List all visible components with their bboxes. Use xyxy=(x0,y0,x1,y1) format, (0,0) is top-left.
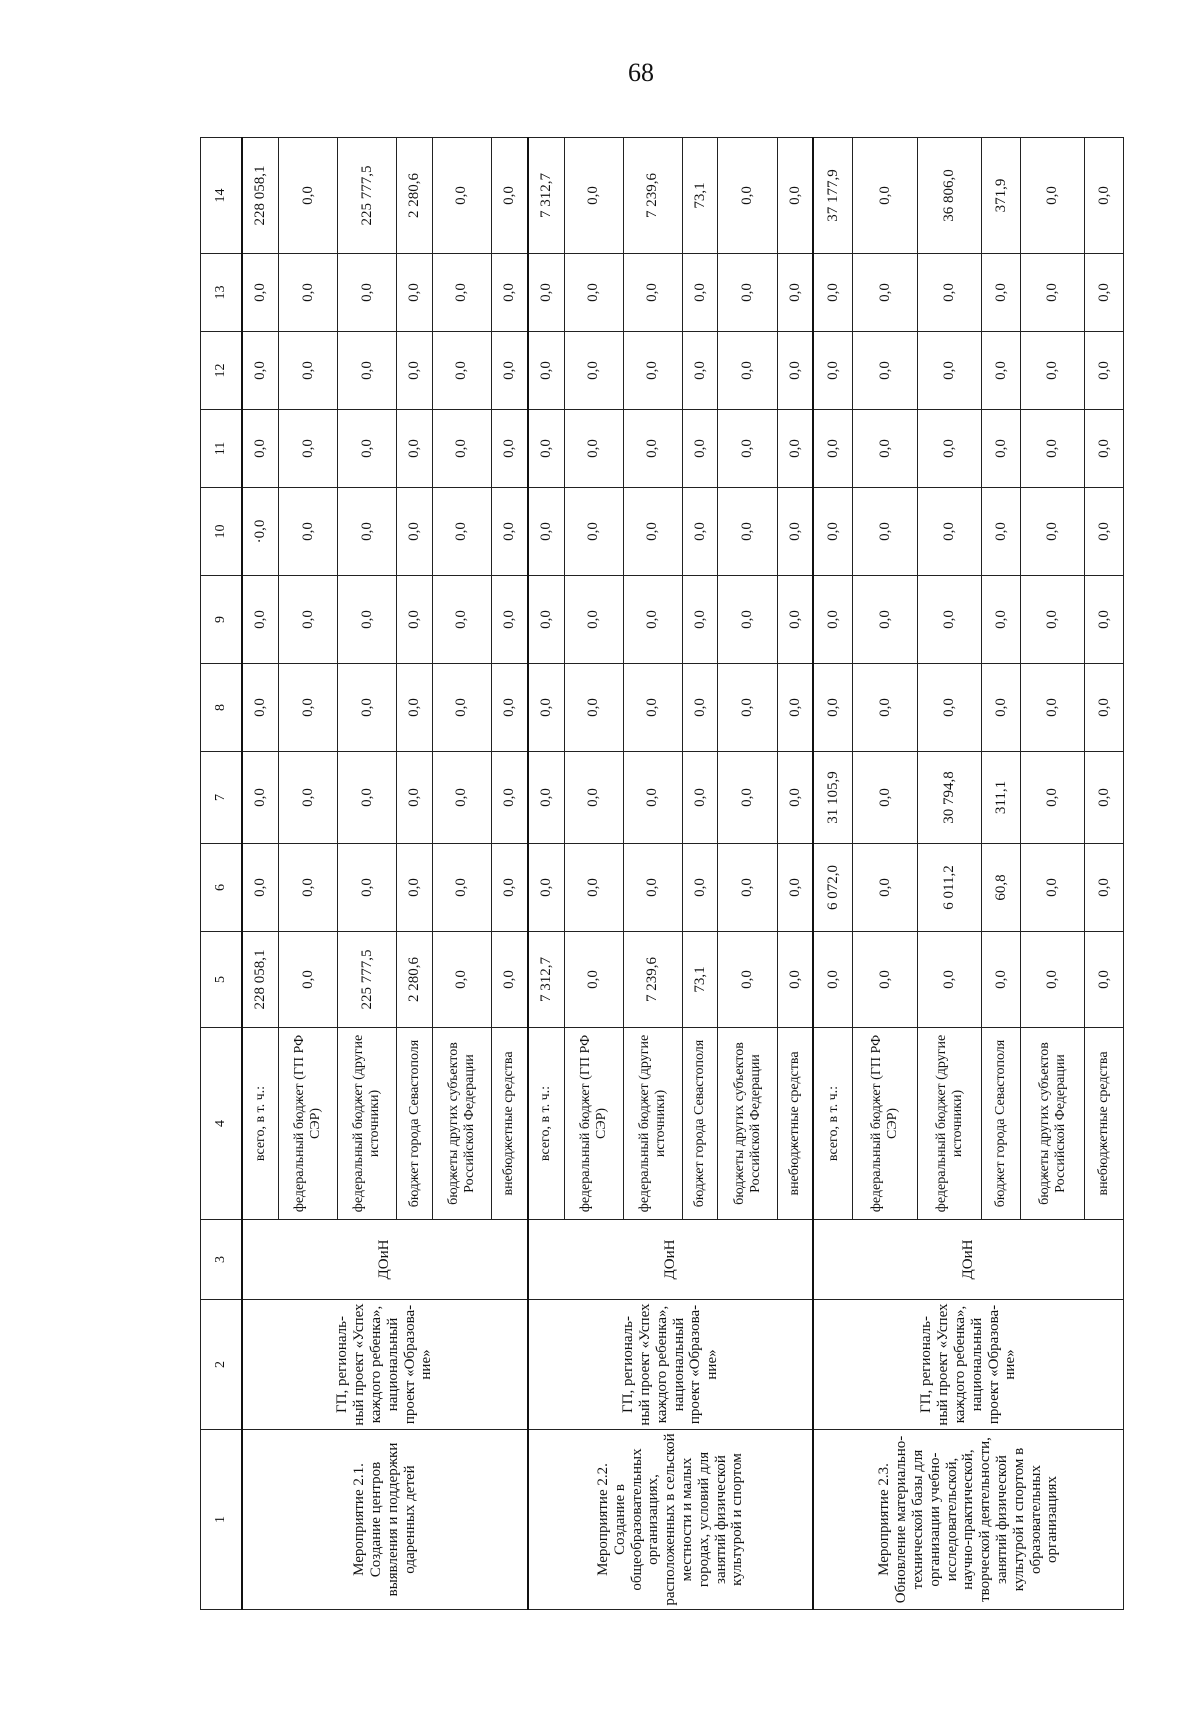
value-cell: 7 312,7 xyxy=(528,932,564,1028)
col-number: 6 xyxy=(201,844,243,932)
value-cell: 0,0 xyxy=(853,664,917,752)
value-cell: 0,0 xyxy=(338,488,397,576)
rotated-table-area xyxy=(200,138,1124,1610)
value-cell: 0,0 xyxy=(1020,844,1084,932)
value-cell: 0,0 xyxy=(397,752,433,844)
value-cell: 311,1 xyxy=(982,752,1021,844)
value-cell: 0,0 xyxy=(982,254,1021,332)
value-cell: 0,0 xyxy=(1020,254,1084,332)
value-cell: 0,0 xyxy=(813,332,853,410)
col-number: 9 xyxy=(201,576,243,664)
value-cell: 0,0 xyxy=(397,664,433,752)
value-cell: 0,0 xyxy=(982,410,1021,488)
total-value-cell: 36 806,0 xyxy=(917,138,981,254)
value-cell: 0,0 xyxy=(853,410,917,488)
col-number: 10 xyxy=(201,488,243,576)
value-cell: 0,0 xyxy=(528,576,564,664)
value-cell: 0,0 xyxy=(397,410,433,488)
value-cell: 0,0 xyxy=(813,488,853,576)
value-cell: 0,0 xyxy=(718,752,777,844)
table-row xyxy=(242,138,278,1610)
value-cell: 0,0 xyxy=(278,488,337,576)
value-cell: 0,0 xyxy=(853,488,917,576)
total-value-cell: 7 312,7 xyxy=(528,138,564,254)
value-cell: 0,0 xyxy=(432,844,491,932)
table-row xyxy=(813,138,853,1610)
funding-source-cell: федеральный бюджет (другие источники) xyxy=(917,1028,981,1220)
total-value-cell: 2 280,6 xyxy=(397,138,433,254)
funding-source-cell: бюджет города Севастополя xyxy=(682,1028,718,1220)
responsible-cell: ДОиН xyxy=(813,1220,1123,1300)
value-cell: 0,0 xyxy=(917,664,981,752)
responsible-cell: ДОиН xyxy=(242,1220,528,1300)
value-cell: 0,0 xyxy=(777,932,813,1028)
value-cell: 0,0 xyxy=(278,254,337,332)
value-cell: 0,0 xyxy=(777,664,813,752)
value-cell: 0,0 xyxy=(853,932,917,1028)
value-cell: 0,0 xyxy=(564,844,623,932)
value-cell: 0,0 xyxy=(917,410,981,488)
value-cell: 0,0 xyxy=(432,664,491,752)
value-cell: 0,0 xyxy=(777,844,813,932)
value-cell: 228 058,1 xyxy=(242,932,278,1028)
funding-source-cell: федеральный бюджет (ГП РФ СЭР) xyxy=(853,1028,917,1220)
total-value-cell: 0,0 xyxy=(1020,138,1084,254)
value-cell: 0,0 xyxy=(278,932,337,1028)
total-value-cell: 0,0 xyxy=(853,138,917,254)
value-cell: 0,0 xyxy=(682,664,718,752)
total-value-cell: 228 058,1 xyxy=(242,138,278,254)
col-number: 5 xyxy=(201,932,243,1028)
value-cell: 0,0 xyxy=(242,254,278,332)
value-cell: 0,0 xyxy=(917,332,981,410)
value-cell: 0,0 xyxy=(397,488,433,576)
value-cell: 0,0 xyxy=(564,752,623,844)
funding-source-cell: всего, в т. ч.: xyxy=(528,1028,564,1220)
value-cell: 0,0 xyxy=(564,410,623,488)
funding-source-cell: федеральный бюджет (ГП РФ СЭР) xyxy=(564,1028,623,1220)
column-number-row xyxy=(201,138,243,1610)
value-cell: 0,0 xyxy=(432,576,491,664)
value-cell: 0,0 xyxy=(718,844,777,932)
value-cell: 0,0 xyxy=(278,332,337,410)
value-cell: 7 239,6 xyxy=(623,932,682,1028)
value-cell: 0,0 xyxy=(528,332,564,410)
value-cell: 0,0 xyxy=(853,752,917,844)
col-number: 3 xyxy=(201,1220,243,1300)
value-cell: 0,0 xyxy=(338,844,397,932)
value-cell: 0,0 xyxy=(777,332,813,410)
value-cell: 0,0 xyxy=(278,410,337,488)
value-cell: 0,0 xyxy=(338,410,397,488)
value-cell: 0,0 xyxy=(242,332,278,410)
value-cell: 0,0 xyxy=(1020,932,1084,1028)
col-number: 7 xyxy=(201,752,243,844)
value-cell: 0,0 xyxy=(1020,332,1084,410)
value-cell: 0,0 xyxy=(917,932,981,1028)
value-cell: 0,0 xyxy=(917,488,981,576)
total-value-cell: 0,0 xyxy=(491,138,527,254)
value-cell: 0,0 xyxy=(528,254,564,332)
funding-source-cell: бюджеты других субъектов Российской Федерации xyxy=(1020,1028,1084,1220)
funding-source-cell: федеральный бюджет (другие источники) xyxy=(623,1028,682,1220)
table-body xyxy=(201,138,1124,1610)
value-cell: 0,0 xyxy=(564,332,623,410)
value-cell: 0,0 xyxy=(682,410,718,488)
value-cell: 0,0 xyxy=(491,254,527,332)
value-cell: 0,0 xyxy=(1020,752,1084,844)
value-cell: 0,0 xyxy=(242,576,278,664)
page-number: 68 xyxy=(628,58,654,87)
value-cell: 0,0 xyxy=(718,410,777,488)
value-cell: 0,0 xyxy=(242,664,278,752)
value-cell: 0,0 xyxy=(432,332,491,410)
col-number: 11 xyxy=(201,410,243,488)
value-cell: 31 105,9 xyxy=(813,752,853,844)
value-cell: 0,0 xyxy=(338,254,397,332)
value-cell: 0,0 xyxy=(1020,488,1084,576)
value-cell: 0,0 xyxy=(1085,254,1124,332)
value-cell: 0,0 xyxy=(777,410,813,488)
total-value-cell: 7 239,6 xyxy=(623,138,682,254)
value-cell: 0,0 xyxy=(432,254,491,332)
col-number: 12 xyxy=(201,332,243,410)
value-cell: 0,0 xyxy=(491,488,527,576)
value-cell: 0,0 xyxy=(338,664,397,752)
value-cell: 0,0 xyxy=(623,844,682,932)
value-cell: 0,0 xyxy=(853,254,917,332)
col-number: 1 xyxy=(201,1430,243,1610)
funding-source-cell: бюджеты других субъектов Российской Федерации xyxy=(718,1028,777,1220)
value-cell: ·0,0 xyxy=(242,488,278,576)
value-cell: 6 011,2 xyxy=(917,844,981,932)
value-cell: 0,0 xyxy=(278,752,337,844)
value-cell: 73,1 xyxy=(682,932,718,1028)
value-cell: 0,0 xyxy=(242,844,278,932)
value-cell: 0,0 xyxy=(718,932,777,1028)
value-cell: 0,0 xyxy=(491,664,527,752)
program-cell: ГП, региональ-ный проект «Успех каждого ребенка», национальный проект «Образова-ние» xyxy=(242,1300,528,1430)
activity-cell: Мероприятие 2.3. Обновление материально-технической базы для организации учебно-исследовательской, научно-практической, творческой деятельности, занятий физической культурой и спортом в образовательных организациях xyxy=(813,1430,1123,1610)
value-cell: 0,0 xyxy=(397,254,433,332)
value-cell: 0,0 xyxy=(623,332,682,410)
total-value-cell: 0,0 xyxy=(432,138,491,254)
value-cell: 0,0 xyxy=(1085,664,1124,752)
value-cell: 0,0 xyxy=(1085,932,1124,1028)
value-cell: 0,0 xyxy=(682,488,718,576)
budget-table xyxy=(200,137,1124,1610)
value-cell: 0,0 xyxy=(718,664,777,752)
responsible-cell: ДОиН xyxy=(528,1220,814,1300)
total-value-cell: 0,0 xyxy=(278,138,337,254)
col-number: 14 xyxy=(201,138,243,254)
funding-source-cell: федеральный бюджет (ГП РФ СЭР) xyxy=(278,1028,337,1220)
value-cell: 0,0 xyxy=(777,752,813,844)
value-cell: 0,0 xyxy=(564,664,623,752)
total-value-cell: 73,1 xyxy=(682,138,718,254)
value-cell: 0,0 xyxy=(278,844,337,932)
rotated-table-container xyxy=(200,138,1124,1610)
value-cell: 0,0 xyxy=(528,844,564,932)
total-value-cell: 0,0 xyxy=(564,138,623,254)
value-cell: 0,0 xyxy=(718,488,777,576)
value-cell: 0,0 xyxy=(623,410,682,488)
funding-source-cell: бюджет города Севастополя xyxy=(982,1028,1021,1220)
value-cell: 0,0 xyxy=(432,488,491,576)
funding-source-cell: внебюджетные средства xyxy=(491,1028,527,1220)
value-cell: 0,0 xyxy=(491,332,527,410)
funding-source-cell: всего, в т. ч.: xyxy=(242,1028,278,1220)
value-cell: 0,0 xyxy=(491,932,527,1028)
value-cell: 0,0 xyxy=(1085,752,1124,844)
value-cell: 0,0 xyxy=(491,752,527,844)
funding-source-cell: бюджеты других субъектов Российской Федерации xyxy=(432,1028,491,1220)
value-cell: 0,0 xyxy=(1085,844,1124,932)
value-cell: 0,0 xyxy=(242,752,278,844)
value-cell: 225 777,5 xyxy=(338,932,397,1028)
value-cell: 0,0 xyxy=(682,254,718,332)
value-cell: 6 072,0 xyxy=(813,844,853,932)
value-cell: 0,0 xyxy=(338,576,397,664)
value-cell: 0,0 xyxy=(623,752,682,844)
value-cell: 0,0 xyxy=(1020,664,1084,752)
funding-source-cell: всего, в т. ч.: xyxy=(813,1028,853,1220)
value-cell: 0,0 xyxy=(432,410,491,488)
value-cell: 0,0 xyxy=(982,932,1021,1028)
value-cell: 0,0 xyxy=(813,410,853,488)
value-cell: 0,0 xyxy=(917,254,981,332)
value-cell: 0,0 xyxy=(491,844,527,932)
program-cell: ГП, региональ-ный проект «Успех каждого ребенка», национальный проект «Образова-ние» xyxy=(528,1300,814,1430)
table-row xyxy=(528,138,564,1610)
value-cell: 0,0 xyxy=(777,254,813,332)
value-cell: 0,0 xyxy=(564,254,623,332)
value-cell: 0,0 xyxy=(917,576,981,664)
value-cell: 0,0 xyxy=(813,664,853,752)
value-cell: 0,0 xyxy=(853,844,917,932)
value-cell: 0,0 xyxy=(623,576,682,664)
total-value-cell: 371,9 xyxy=(982,138,1021,254)
value-cell: 0,0 xyxy=(491,410,527,488)
value-cell: 0,0 xyxy=(528,664,564,752)
value-cell: 0,0 xyxy=(564,576,623,664)
value-cell: 0,0 xyxy=(1085,576,1124,664)
value-cell: 0,0 xyxy=(682,576,718,664)
value-cell: 0,0 xyxy=(682,752,718,844)
value-cell: 0,0 xyxy=(777,576,813,664)
value-cell: 0,0 xyxy=(1085,332,1124,410)
col-number: 4 xyxy=(201,1028,243,1220)
total-value-cell: 0,0 xyxy=(777,138,813,254)
col-number: 13 xyxy=(201,254,243,332)
value-cell: 0,0 xyxy=(718,332,777,410)
value-cell: 0,0 xyxy=(338,752,397,844)
value-cell: 0,0 xyxy=(853,576,917,664)
value-cell: 0,0 xyxy=(564,488,623,576)
total-value-cell: 225 777,5 xyxy=(338,138,397,254)
value-cell: 0,0 xyxy=(564,932,623,1028)
value-cell: 0,0 xyxy=(982,332,1021,410)
value-cell: 0,0 xyxy=(623,664,682,752)
value-cell: 0,0 xyxy=(1085,488,1124,576)
value-cell: 0,0 xyxy=(432,752,491,844)
value-cell: 0,0 xyxy=(853,332,917,410)
total-value-cell: 37 177,9 xyxy=(813,138,853,254)
value-cell: 0,0 xyxy=(623,488,682,576)
col-number: 2 xyxy=(201,1300,243,1430)
activity-cell: Мероприятие 2.1. Создание центров выявления и поддержки одаренных детей xyxy=(242,1430,528,1610)
value-cell: 0,0 xyxy=(1085,410,1124,488)
funding-source-cell: внебюджетные средства xyxy=(777,1028,813,1220)
activity-cell: Мероприятие 2.2. Создание в общеобразовательных организациях, расположенных в сельской местности и малых городах, условий для занятий физической культурой и спортом xyxy=(528,1430,814,1610)
total-value-cell: 0,0 xyxy=(1085,138,1124,254)
value-cell: 30 794,8 xyxy=(917,752,981,844)
value-cell: 0,0 xyxy=(682,332,718,410)
value-cell: 0,0 xyxy=(1020,576,1084,664)
total-value-cell: 0,0 xyxy=(718,138,777,254)
value-cell: 0,0 xyxy=(982,576,1021,664)
value-cell: 0,0 xyxy=(813,254,853,332)
value-cell: 0,0 xyxy=(397,844,433,932)
value-cell: 0,0 xyxy=(777,488,813,576)
funding-source-cell: бюджет города Севастополя xyxy=(397,1028,433,1220)
value-cell: 0,0 xyxy=(432,932,491,1028)
value-cell: 0,0 xyxy=(397,332,433,410)
col-number: 8 xyxy=(201,664,243,752)
value-cell: 0,0 xyxy=(491,576,527,664)
value-cell: 0,0 xyxy=(813,576,853,664)
value-cell: 0,0 xyxy=(528,410,564,488)
value-cell: 0,0 xyxy=(278,664,337,752)
value-cell: 0,0 xyxy=(338,332,397,410)
value-cell: 2 280,6 xyxy=(397,932,433,1028)
value-cell: 0,0 xyxy=(623,254,682,332)
funding-source-cell: внебюджетные средства xyxy=(1085,1028,1124,1220)
value-cell: 60,8 xyxy=(982,844,1021,932)
value-cell: 0,0 xyxy=(278,576,337,664)
value-cell: 0,0 xyxy=(813,932,853,1028)
value-cell: 0,0 xyxy=(982,664,1021,752)
value-cell: 0,0 xyxy=(528,752,564,844)
funding-source-cell: федеральный бюджет (другие источники) xyxy=(338,1028,397,1220)
value-cell: 0,0 xyxy=(982,488,1021,576)
value-cell: 0,0 xyxy=(682,844,718,932)
value-cell: 0,0 xyxy=(397,576,433,664)
value-cell: 0,0 xyxy=(528,488,564,576)
value-cell: 0,0 xyxy=(1020,410,1084,488)
value-cell: 0,0 xyxy=(718,576,777,664)
program-cell: ГП, региональ-ный проект «Успех каждого ребенка», национальный проект «Образова-ние» xyxy=(813,1300,1123,1430)
value-cell: 0,0 xyxy=(242,410,278,488)
value-cell: 0,0 xyxy=(718,254,777,332)
